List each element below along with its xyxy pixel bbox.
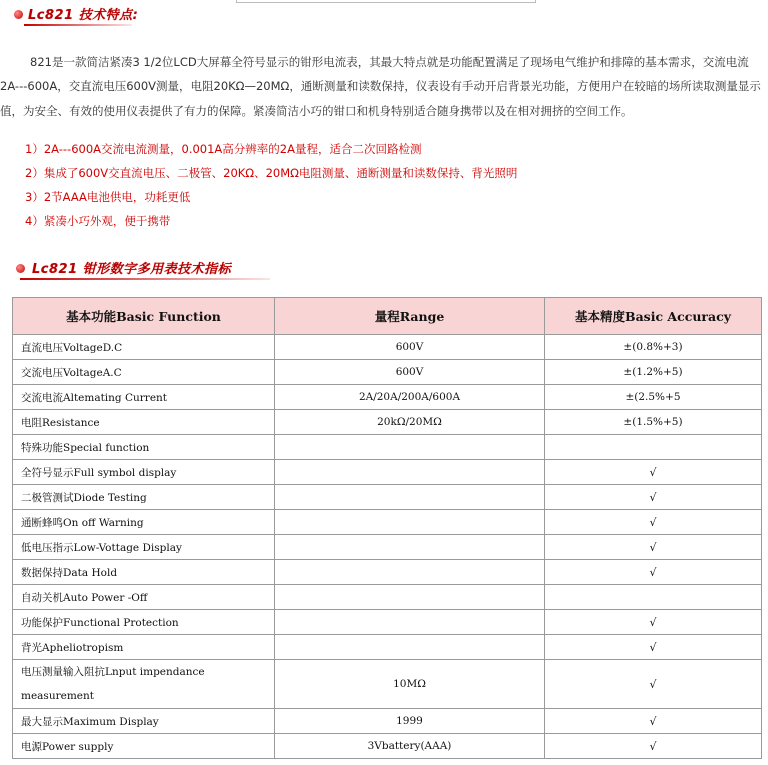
bullet-dot-icon xyxy=(16,264,25,273)
check-icon: √ xyxy=(545,709,762,734)
table-row xyxy=(13,410,762,435)
check-icon: √ xyxy=(545,485,762,510)
section-title: Lc821 钳形数字多用表技术指标 xyxy=(32,262,232,277)
column-header: 量程Range xyxy=(275,298,545,335)
table-row xyxy=(13,360,762,385)
intro-paragraph: 821是一款简洁紧凑3 1/2位LCD大屏幕全符号显示的钳形电流表，其最大特点就是功能配置满足了现场电气维护和排障的基本需求，交流电流2A---600A，交直流电压600V测量，电阻20KΩ—20MΩ，通断测量和读数保持，仪表设有手动开启背景光功能，方便用户在较暗的场所读取测量显示值，为安全、有效的使用仪表提供了有力的保障。紧凑简洁小巧的钳口和机身特别适合随身携带以及在相对拥挤的空间工作。 xyxy=(0,54,761,118)
table-row xyxy=(13,585,762,610)
range-cell xyxy=(275,585,545,610)
table-row xyxy=(13,635,762,660)
function-cell: 电源Power supply xyxy=(13,734,275,759)
function-cell: 数据保持Data Hold xyxy=(13,560,275,585)
table-row xyxy=(13,709,762,734)
range-cell xyxy=(275,485,545,510)
section-heading-features xyxy=(0,4,160,26)
feature-item: 1）2A---600A交流电流测量，0.001A高分辨率的2A量程，适合二次回路检测 xyxy=(25,142,422,156)
range-cell: 1999 xyxy=(275,709,545,734)
range-cell xyxy=(275,535,545,560)
table-row xyxy=(13,460,762,485)
check-icon: √ xyxy=(545,535,762,560)
check-icon: √ xyxy=(545,660,762,709)
function-cell: 二极管测试Diode Testing xyxy=(13,485,275,510)
column-header: 基本功能Basic Function xyxy=(13,298,275,335)
accuracy-cell xyxy=(545,435,762,460)
range-cell xyxy=(275,510,545,535)
range-cell: 20kΩ/20MΩ xyxy=(275,410,545,435)
function-cell: 直流电压VoltageD.C xyxy=(13,335,275,360)
section-title: Lc821 技术特点: xyxy=(28,8,139,23)
table-header-row xyxy=(13,298,762,335)
bullet-dot-icon xyxy=(14,10,23,19)
function-cell: 电阻Resistance xyxy=(13,410,275,435)
heading-underline xyxy=(24,24,132,26)
heading-underline xyxy=(20,278,270,280)
accuracy-cell xyxy=(545,585,762,610)
accuracy-cell: ±(2.5%+5 xyxy=(545,385,762,410)
table-row xyxy=(13,435,762,460)
check-icon: √ xyxy=(545,610,762,635)
range-cell xyxy=(275,610,545,635)
range-cell: 10MΩ xyxy=(275,660,545,709)
top-divider xyxy=(236,0,536,3)
table-row xyxy=(13,660,762,709)
range-cell: 600V xyxy=(275,335,545,360)
table-row xyxy=(13,385,762,410)
check-icon: √ xyxy=(545,560,762,585)
section-heading-specs xyxy=(0,256,290,278)
table-row xyxy=(13,734,762,759)
range-cell xyxy=(275,635,545,660)
function-cell: 低电压指示Low-Vottage Display xyxy=(13,535,275,560)
function-cell: 最大显示Maximum Display xyxy=(13,709,275,734)
function-cell: 背光Apheliotropism xyxy=(13,635,275,660)
check-icon: √ xyxy=(545,635,762,660)
feature-item: 2）集成了600V交直流电压、二极管、20KΩ、20MΩ电阻测量、通断测量和读数保持、背光照明 xyxy=(25,166,518,180)
table-row xyxy=(13,560,762,585)
function-cell: 特殊功能Special function xyxy=(13,435,275,460)
function-cell: 功能保护Functional Protection xyxy=(13,610,275,635)
range-cell xyxy=(275,460,545,485)
function-cell: 交流电流Altemating Current xyxy=(13,385,275,410)
function-cell: 通断蜂鸣On off Warning xyxy=(13,510,275,535)
range-cell: 600V xyxy=(275,360,545,385)
check-icon: √ xyxy=(545,460,762,485)
column-header: 基本精度Basic Accuracy xyxy=(545,298,762,335)
check-icon: √ xyxy=(545,734,762,759)
check-icon: √ xyxy=(545,510,762,535)
table-row xyxy=(13,510,762,535)
function-cell: 自动关机Auto Power -Off xyxy=(13,585,275,610)
table-row xyxy=(13,335,762,360)
table-row xyxy=(13,535,762,560)
spec-table xyxy=(12,297,762,759)
accuracy-cell: ±(0.8%+3) xyxy=(545,335,762,360)
function-cell: 交流电压VoltageA.C xyxy=(13,360,275,385)
table-row xyxy=(13,610,762,635)
range-cell: 3Vbattery(AAA) xyxy=(275,734,545,759)
accuracy-cell: ±(1.5%+5) xyxy=(545,410,762,435)
function-cell: 全符号显示Full symbol display xyxy=(13,460,275,485)
function-cell: 电压测量输入阻抗Lnput impendance measurement xyxy=(13,660,275,709)
range-cell xyxy=(275,435,545,460)
table-row xyxy=(13,485,762,510)
feature-list xyxy=(25,137,517,233)
feature-item: 3）2节AAA电池供电，功耗更低 xyxy=(25,190,191,204)
accuracy-cell: ±(1.2%+5) xyxy=(545,360,762,385)
range-cell xyxy=(275,560,545,585)
range-cell: 2A/20A/200A/600A xyxy=(275,385,545,410)
feature-item: 4）紧凑小巧外观，便于携带 xyxy=(25,214,171,228)
